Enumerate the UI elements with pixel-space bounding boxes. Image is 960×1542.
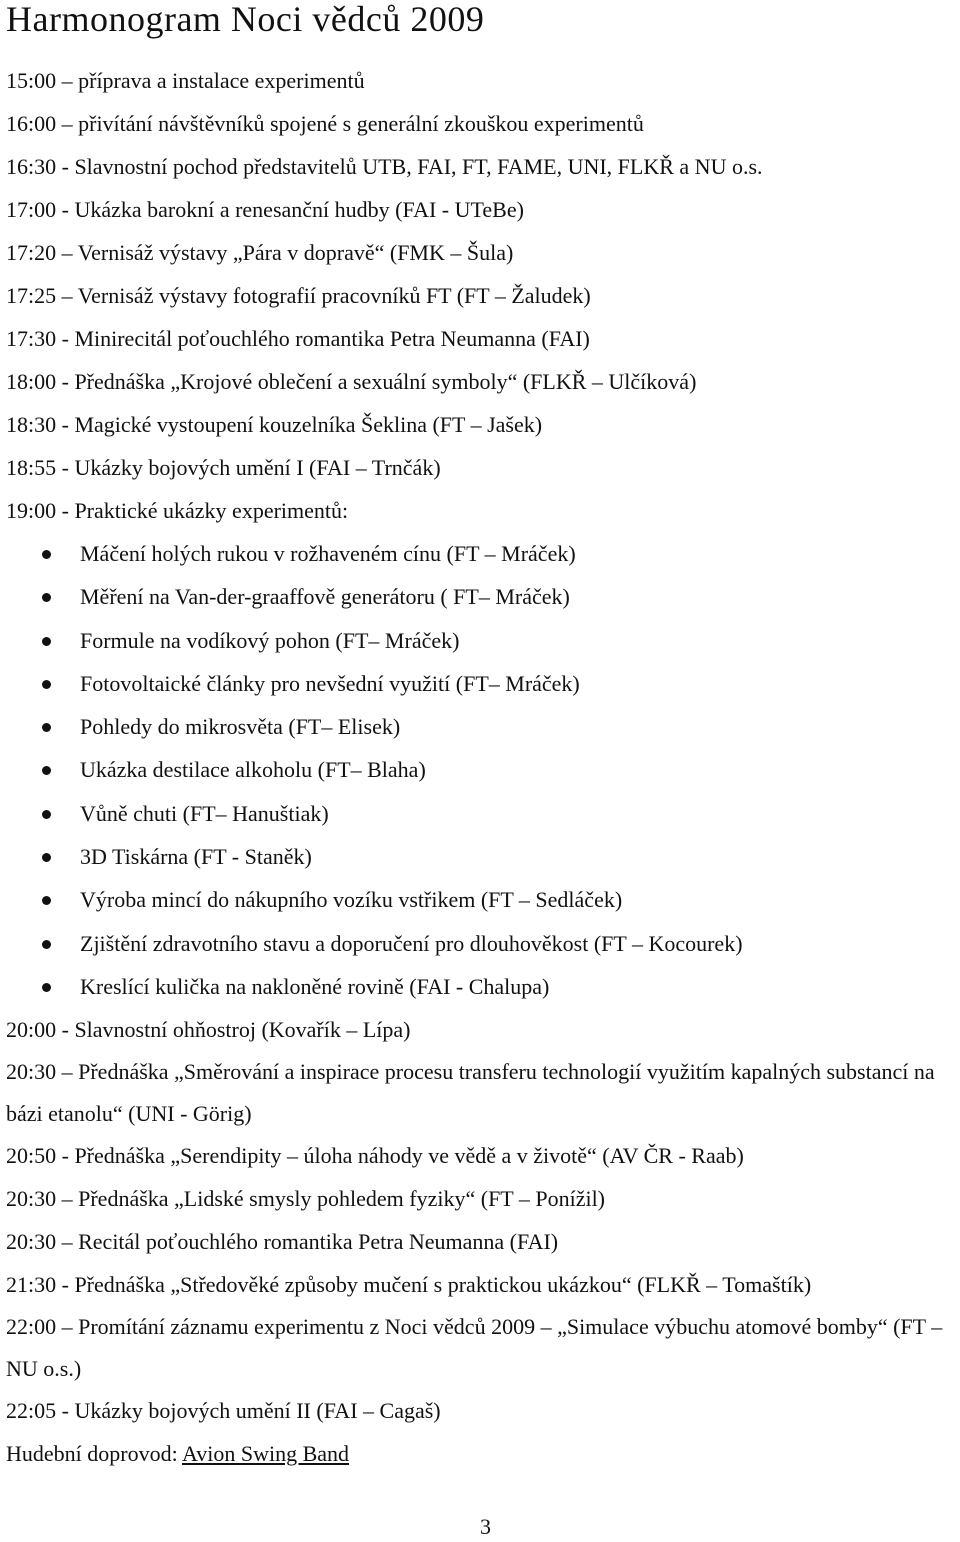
list-item-text: 3D Tiskárna (FT - Staněk) (80, 844, 312, 870)
bullet-icon (42, 637, 51, 646)
page-number: 3 (480, 1514, 491, 1539)
schedule-item: 17:20 – Vernisáž výstavy „Pára v dopravě“ (FMK – Šula) (6, 240, 514, 265)
schedule (6, 59, 958, 1475)
list-item (6, 922, 958, 965)
schedule-item: 20:50 - Přednáška „Serendipity – úloha náhody ve vědě a v životě“ (AV ČR - Raab) (6, 1143, 744, 1169)
list-item-text: Měření na Van-der-graaffově generátoru ( FT– Mráček) (80, 584, 570, 610)
list-item-text: Ukázka destilace alkoholu (FT– Blaha) (80, 757, 426, 783)
list-item-text: Formule na vodíkový pohon (FT– Mráček) (80, 627, 460, 653)
schedule-item: 21:30 - Přednáška „Středověké způsoby mučení s praktickou ukázkou“ (FLKŘ – Tomaštík) (6, 1272, 812, 1298)
page-title: Harmonogram Noci vědců 2009 (6, 0, 485, 39)
schedule-item: 18:00 - Přednáška „Krojové oblečení a sexuální symboly“ (FLKŘ – Ulčíková) (6, 369, 697, 394)
list-item-text: Fotovoltaické články pro nevšední využití (FT– Mráček) (80, 670, 580, 696)
bullet-icon (42, 896, 51, 905)
schedule-item: 20:30 – Přednáška „Lidské smysly pohledem fyziky“ (FT – Ponížil) (6, 1186, 606, 1212)
schedule-item: 18:55 - Ukázky bojových umění I (FAI – Trnčák) (6, 455, 441, 480)
list-item-text: Výroba mincí do nákupního vozíku vstřikem (FT – Sedláček) (80, 887, 623, 913)
bullet-icon (42, 810, 51, 819)
list-item (6, 619, 958, 662)
schedule-item: 17:00 - Ukázka barokní a renesanční hudby (FAI - UTeBe) (6, 197, 524, 222)
list-item-text: Vůně chuti (FT– Hanuštiak) (80, 800, 329, 826)
bullet-icon (42, 680, 51, 689)
list-item-text: Máčení holých rukou v rožhaveném cínu (FT – Mráček) (80, 541, 576, 566)
bullet-icon (42, 983, 51, 992)
list-item (6, 705, 958, 748)
list-item-text: Zjištění zdravotního stavu a doporučení pro dlouhověkost (FT – Kocourek) (80, 930, 743, 956)
list-item (6, 835, 958, 878)
schedule-item: 17:30 - Minirecitál poťouchlého romantika Petra Neumanna (FAI) (6, 326, 590, 351)
list-item (6, 575, 958, 618)
schedule-item: 22:00 – Promítání záznamu experimentu z Noci vědců 2009 – „Simulace výbuchu atomové bomby“ (FT – NU o.s.) (6, 1314, 943, 1381)
experiments-list (6, 532, 958, 1008)
bullet-icon (42, 723, 51, 732)
bullet-icon (42, 550, 51, 559)
schedule-item: 16:00 – přivítání návštěvníků spojené s generální zkouškou experimentů (6, 111, 644, 136)
list-item (6, 662, 958, 705)
list-item (6, 792, 958, 835)
schedule-item: 22:05 - Ukázky bojových umění II (FAI – Cagaš) (6, 1398, 441, 1424)
schedule-item: 16:30 - Slavnostní pochod představitelů UTB, FAI, FT, FAME, UNI, FLKŘ a NU o.s. (6, 154, 763, 179)
schedule-item: 20:00 - Slavnostní ohňostroj (Kovařík – Lípa) (6, 1017, 411, 1043)
music-label: Hudební doprovod: (6, 1441, 178, 1467)
list-item (6, 965, 958, 1008)
list-item (6, 878, 958, 921)
list-item (6, 748, 958, 791)
schedule-item: 20:30 – Přednáška „Směrování a inspirace procesu transferu technologií využitím kapalných substancí na bázi etanolu“ (UNI - Görig) (6, 1059, 935, 1126)
schedule-item: 15:00 – příprava a instalace experimentů (6, 68, 365, 93)
schedule-item: 18:30 - Magické vystoupení kouzelníka Šeklina (FT – Jašek) (6, 412, 543, 437)
list-item (6, 532, 958, 575)
bullet-icon (42, 940, 51, 949)
music-line (6, 1432, 958, 1475)
bullet-icon (42, 766, 51, 775)
schedule-item: 19:00 - Praktické ukázky experimentů: (6, 498, 349, 523)
list-item-text: Pohledy do mikrosvěta (FT– Elisek) (80, 714, 401, 740)
band-link[interactable]: Avion Swing Band (182, 1441, 350, 1467)
bullet-icon (42, 593, 51, 602)
bullet-icon (42, 853, 51, 862)
schedule-item: 17:25 – Vernisáž výstavy fotografií pracovníků FT (FT – Žaludek) (6, 283, 591, 308)
schedule-item: 20:30 – Recitál poťouchlého romantika Petra Neumanna (FAI) (6, 1229, 559, 1255)
list-item-text: Kreslící kulička na nakloněné rovině (FAI - Chalupa) (80, 973, 550, 999)
